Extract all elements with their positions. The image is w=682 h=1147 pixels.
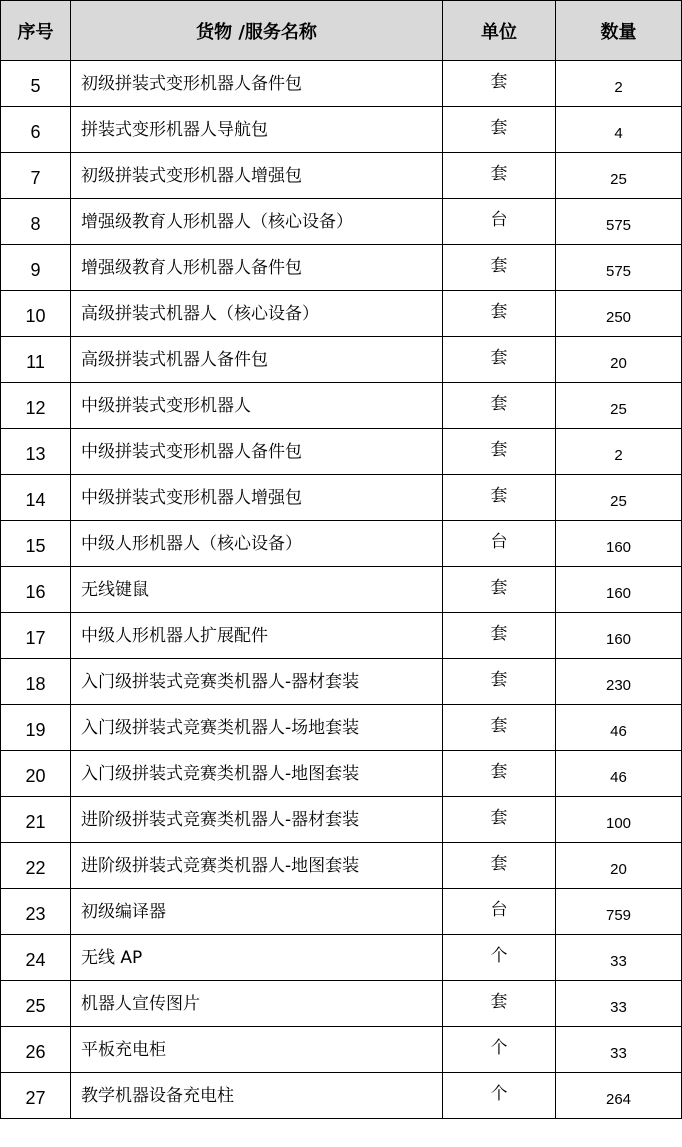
name-cell: 增强级教育人形机器人备件包 (71, 245, 443, 291)
seq-cell: 19 (1, 705, 71, 751)
name-cell: 中级人形机器人扩展配件 (71, 613, 443, 659)
table-row (1, 1027, 682, 1073)
qty-cell: 160 (556, 521, 682, 567)
unit-cell: 套 (443, 705, 556, 751)
table-row (1, 797, 682, 843)
name-cell: 入门级拼装式竞赛类机器人-地图套装 (71, 751, 443, 797)
qty-cell: 20 (556, 843, 682, 889)
header-unit: 单位 (443, 1, 556, 61)
unit-cell: 套 (443, 429, 556, 475)
name-cell: 进阶级拼装式竞赛类机器人-器材套装 (71, 797, 443, 843)
seq-cell: 21 (1, 797, 71, 843)
unit-cell: 个 (443, 1073, 556, 1119)
unit-cell: 套 (443, 613, 556, 659)
qty-cell: 46 (556, 705, 682, 751)
name-cell: 增强级教育人形机器人（核心设备） (71, 199, 443, 245)
table-row (1, 613, 682, 659)
name-cell: 进阶级拼装式竞赛类机器人-地图套装 (71, 843, 443, 889)
name-cell: 高级拼装式机器人备件包 (71, 337, 443, 383)
header-name: 货物 /服务名称 (71, 1, 443, 61)
qty-cell: 25 (556, 383, 682, 429)
seq-cell: 26 (1, 1027, 71, 1073)
name-cell: 中级拼装式变形机器人 (71, 383, 443, 429)
unit-cell: 套 (443, 245, 556, 291)
qty-cell: 160 (556, 613, 682, 659)
table-row (1, 521, 682, 567)
table-row (1, 843, 682, 889)
name-cell: 初级拼装式变形机器人增强包 (71, 153, 443, 199)
table-row (1, 291, 682, 337)
seq-cell: 24 (1, 935, 71, 981)
unit-cell: 个 (443, 935, 556, 981)
seq-cell: 16 (1, 567, 71, 613)
seq-cell: 14 (1, 475, 71, 521)
unit-cell: 套 (443, 475, 556, 521)
unit-cell: 套 (443, 337, 556, 383)
name-cell: 初级拼装式变形机器人备件包 (71, 61, 443, 107)
unit-cell: 套 (443, 751, 556, 797)
name-cell: 入门级拼装式竞赛类机器人-器材套装 (71, 659, 443, 705)
name-cell: 无线键鼠 (71, 567, 443, 613)
header-seq: 序号 (1, 1, 71, 61)
qty-cell: 4 (556, 107, 682, 153)
table-row (1, 153, 682, 199)
table-row (1, 61, 682, 107)
table-row (1, 705, 682, 751)
qty-cell: 33 (556, 935, 682, 981)
qty-cell: 46 (556, 751, 682, 797)
unit-cell: 套 (443, 61, 556, 107)
name-cell: 中级拼装式变形机器人增强包 (71, 475, 443, 521)
unit-cell: 套 (443, 981, 556, 1027)
table-row (1, 567, 682, 613)
unit-cell: 套 (443, 567, 556, 613)
seq-cell: 25 (1, 981, 71, 1027)
qty-cell: 25 (556, 153, 682, 199)
unit-cell: 台 (443, 889, 556, 935)
name-cell: 高级拼装式机器人（核心设备） (71, 291, 443, 337)
seq-cell: 10 (1, 291, 71, 337)
qty-cell: 33 (556, 981, 682, 1027)
table-body (1, 61, 682, 1119)
qty-cell: 20 (556, 337, 682, 383)
name-cell: 教学机器设备充电柱 (71, 1073, 443, 1119)
qty-cell: 759 (556, 889, 682, 935)
seq-cell: 22 (1, 843, 71, 889)
unit-cell: 台 (443, 199, 556, 245)
seq-cell: 8 (1, 199, 71, 245)
seq-cell: 6 (1, 107, 71, 153)
seq-cell: 23 (1, 889, 71, 935)
unit-cell: 套 (443, 107, 556, 153)
qty-cell: 575 (556, 245, 682, 291)
qty-cell: 250 (556, 291, 682, 337)
seq-cell: 18 (1, 659, 71, 705)
seq-cell: 11 (1, 337, 71, 383)
qty-cell: 575 (556, 199, 682, 245)
seq-cell: 15 (1, 521, 71, 567)
seq-cell: 17 (1, 613, 71, 659)
unit-cell: 个 (443, 1027, 556, 1073)
seq-cell: 7 (1, 153, 71, 199)
seq-cell: 9 (1, 245, 71, 291)
name-cell: 机器人宣传图片 (71, 981, 443, 1027)
table-row (1, 199, 682, 245)
table-row (1, 383, 682, 429)
unit-cell: 台 (443, 521, 556, 567)
table-row (1, 889, 682, 935)
seq-cell: 27 (1, 1073, 71, 1119)
table-row (1, 659, 682, 705)
unit-cell: 套 (443, 659, 556, 705)
name-cell: 平板充电柜 (71, 1027, 443, 1073)
unit-cell: 套 (443, 843, 556, 889)
qty-cell: 264 (556, 1073, 682, 1119)
name-cell: 无线 AP (71, 935, 443, 981)
table-row (1, 1073, 682, 1119)
table-row (1, 245, 682, 291)
table-row (1, 107, 682, 153)
table-row (1, 981, 682, 1027)
unit-cell: 套 (443, 797, 556, 843)
header-qty: 数量 (556, 1, 682, 61)
qty-cell: 33 (556, 1027, 682, 1073)
header-row (1, 1, 682, 61)
qty-cell: 100 (556, 797, 682, 843)
name-cell: 中级人形机器人（核心设备） (71, 521, 443, 567)
table-row (1, 751, 682, 797)
seq-cell: 5 (1, 61, 71, 107)
table-row (1, 475, 682, 521)
qty-cell: 25 (556, 475, 682, 521)
seq-cell: 20 (1, 751, 71, 797)
unit-cell: 套 (443, 291, 556, 337)
table-row (1, 429, 682, 475)
name-cell: 中级拼装式变形机器人备件包 (71, 429, 443, 475)
qty-cell: 230 (556, 659, 682, 705)
name-cell: 入门级拼装式竞赛类机器人-场地套装 (71, 705, 443, 751)
name-cell: 初级编译器 (71, 889, 443, 935)
qty-cell: 2 (556, 61, 682, 107)
unit-cell: 套 (443, 383, 556, 429)
unit-cell: 套 (443, 153, 556, 199)
seq-cell: 12 (1, 383, 71, 429)
qty-cell: 2 (556, 429, 682, 475)
table-row (1, 935, 682, 981)
table-row (1, 337, 682, 383)
qty-cell: 160 (556, 567, 682, 613)
table-header (1, 1, 682, 61)
seq-cell: 13 (1, 429, 71, 475)
name-cell: 拼装式变形机器人导航包 (71, 107, 443, 153)
